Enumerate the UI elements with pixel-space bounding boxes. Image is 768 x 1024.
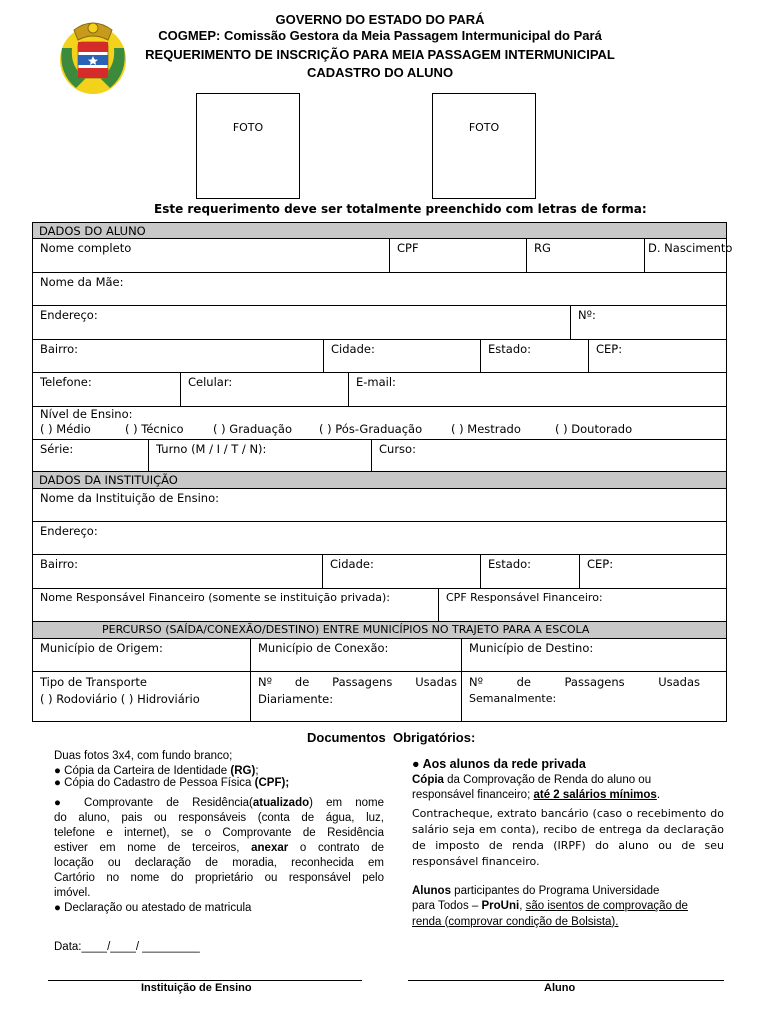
row-nome-completo bbox=[33, 239, 733, 273]
doc-line bbox=[412, 884, 724, 900]
field-cidade-instituicao[interactable] bbox=[322, 555, 480, 588]
field-tipo-transporte bbox=[33, 672, 250, 721]
row-municipios bbox=[33, 639, 726, 672]
doc-line: Contracheque, extrato bancário (caso o recebimento do bbox=[412, 806, 724, 820]
field-endereco-instituicao[interactable] bbox=[33, 522, 726, 555]
checkbox-transporte[interactable]: ( ) Rodoviário ( ) Hidroviário bbox=[40, 692, 200, 706]
doc-line: responsável financeiro. bbox=[412, 854, 540, 868]
instruction-text: Este requerimento deve ser totalmente preenchido com letras de forma: bbox=[154, 202, 647, 216]
header-requerimento: REQUERIMENTO DE INSCRIÇÃO PARA MEIA PASSAGEM INTERMUNICIPAL bbox=[145, 47, 615, 62]
field-cpf[interactable] bbox=[389, 239, 526, 272]
documents-title: Documentos Obrigatórios: bbox=[307, 730, 476, 745]
field-nome-mae[interactable] bbox=[33, 273, 726, 306]
documents-right-list bbox=[412, 757, 724, 930]
checkbox-graduacao[interactable]: ( ) Graduação bbox=[213, 422, 293, 436]
field-label: Município de Destino: bbox=[469, 641, 594, 655]
field-nome-instituicao[interactable] bbox=[33, 489, 726, 522]
field-label: Nº bbox=[258, 675, 273, 689]
signature-line-aluno[interactable] bbox=[408, 980, 724, 981]
doc-line: de imposto de renda (IRPF) do aluno ou de seu bbox=[412, 838, 724, 852]
doc-text-bold: até 2 salários mínimos bbox=[533, 789, 657, 801]
bullet-icon: ● bbox=[54, 902, 65, 914]
field-label: Cidade: bbox=[330, 557, 374, 571]
field-label: Bairro: bbox=[40, 557, 79, 571]
field-estado[interactable] bbox=[480, 340, 588, 372]
row-telefone bbox=[33, 373, 726, 407]
field-label: CPF bbox=[397, 241, 419, 255]
field-label: Estado: bbox=[488, 557, 532, 571]
doc-text: Declaração ou atestado de matricula bbox=[64, 902, 252, 914]
section-header-percurso bbox=[33, 622, 726, 639]
doc-line: Cartório no nome do proprietário ou responsável pelo bbox=[54, 872, 384, 884]
doc-matricula bbox=[54, 901, 384, 916]
row-endereco bbox=[33, 306, 726, 340]
field-cep[interactable] bbox=[588, 340, 726, 372]
doc-text: ) em nome bbox=[309, 797, 384, 809]
passagens-diarias-line bbox=[258, 675, 457, 689]
bullet-icon: ● bbox=[54, 777, 65, 789]
field-telefone[interactable] bbox=[33, 373, 180, 406]
signature-line-instituicao[interactable] bbox=[48, 980, 362, 981]
doc-residencia bbox=[54, 796, 384, 901]
doc-text: para Todos – bbox=[412, 900, 482, 912]
header-cogmep bbox=[120, 28, 640, 43]
header-cogmep-name: Comissão Gestora da Meia Passagem Intermunicipal do Pará bbox=[220, 28, 602, 43]
field-email[interactable] bbox=[348, 373, 726, 406]
field-celular[interactable] bbox=[180, 373, 348, 406]
doc-text: Cópia do Cadastro de Pessoa Física bbox=[64, 777, 255, 789]
field-label: Nome completo bbox=[40, 241, 132, 255]
photo-box-2[interactable] bbox=[432, 93, 536, 199]
field-label: Município de Origem: bbox=[40, 641, 163, 655]
field-label: Diariamente: bbox=[258, 692, 334, 706]
doc-text-bold: atualizado bbox=[252, 797, 310, 809]
passagens-semanais-line bbox=[469, 675, 700, 689]
row-serie bbox=[33, 440, 726, 472]
doc-line: salário seja em conta), recibo de entrega da declaração bbox=[412, 822, 724, 836]
doc-text: Comprovante de Residência( bbox=[84, 797, 253, 809]
doc-fotos: Duas fotos 3x4, com fundo branco; bbox=[54, 750, 233, 762]
checkbox-pos-graduacao[interactable]: ( ) Pós-Graduação bbox=[319, 422, 423, 436]
row-bairro bbox=[33, 340, 726, 373]
row-responsavel-financeiro bbox=[33, 589, 726, 622]
doc-text: Cópia da Carteira de Identidade bbox=[64, 765, 231, 777]
doc-line bbox=[54, 841, 384, 856]
checkbox-tecnico[interactable]: ( ) Técnico bbox=[125, 422, 184, 436]
doc-text: . bbox=[656, 789, 661, 801]
field-label: Tipo de Transporte bbox=[40, 675, 147, 689]
field-rg[interactable] bbox=[526, 239, 644, 272]
field-label: Usadas bbox=[658, 675, 700, 689]
doc-text-underlined: são isentos de comprovação de bbox=[525, 900, 688, 912]
field-label: de bbox=[294, 675, 310, 689]
field-label: Curso: bbox=[379, 442, 416, 456]
row-transporte bbox=[33, 672, 726, 721]
doc-text-bold: (RG) bbox=[230, 765, 256, 777]
doc-text: o contrato de bbox=[288, 842, 385, 854]
field-bairro-instituicao[interactable] bbox=[33, 555, 322, 588]
field-estado-instituicao[interactable] bbox=[480, 555, 579, 588]
field-label: Bairro: bbox=[40, 342, 79, 356]
field-label: Estado: bbox=[488, 342, 532, 356]
field-label: Endereço: bbox=[40, 308, 98, 322]
doc-text: ; bbox=[255, 765, 259, 777]
field-label: Nível de Ensino: bbox=[40, 407, 133, 421]
doc-line: imóvel. bbox=[54, 887, 91, 899]
field-label: Nome da Mãe: bbox=[40, 275, 124, 289]
doc-text-bold: (CPF); bbox=[254, 777, 290, 789]
registration-form bbox=[32, 222, 733, 722]
doc-line bbox=[412, 788, 724, 804]
field-label: E-mail: bbox=[356, 375, 396, 389]
doc-text-bold: Cópia bbox=[412, 773, 444, 786]
field-passagens-diarias[interactable] bbox=[250, 672, 461, 721]
checkbox-mestrado[interactable]: ( ) Mestrado bbox=[451, 422, 521, 436]
field-responsavel-financeiro[interactable] bbox=[33, 589, 438, 621]
field-municipio-conexao[interactable] bbox=[250, 639, 461, 671]
doc-text-bold: anexar bbox=[251, 842, 289, 854]
field-bairro[interactable] bbox=[33, 340, 323, 372]
signature-label-instituicao: Instituição de Ensino bbox=[141, 982, 252, 994]
field-data-nascimento[interactable] bbox=[644, 239, 733, 272]
doc-line: do aluno, pais ou responsáveis (conta de água, luz, bbox=[54, 812, 384, 824]
section-title: DADOS DA INSTITUIÇÃO bbox=[39, 473, 178, 487]
prouni-note bbox=[412, 884, 724, 931]
date-field[interactable]: Data:____/____/ _________ bbox=[54, 941, 200, 953]
page-title: CADASTRO DO ALUNO bbox=[306, 65, 454, 80]
field-endereco[interactable] bbox=[33, 306, 570, 339]
field-numero[interactable] bbox=[570, 306, 726, 339]
doc-text: participantes do Programa Universidade bbox=[450, 884, 660, 897]
field-label: Semanalmente: bbox=[469, 692, 557, 705]
field-label: Passagens bbox=[332, 675, 393, 689]
field-label: Celular: bbox=[188, 375, 233, 389]
checkbox-medio[interactable]: ( ) Médio bbox=[40, 422, 91, 436]
field-label: D. Nascimento bbox=[648, 241, 733, 255]
field-label: Turno (M / I / T / N): bbox=[156, 442, 267, 456]
field-passagens-semanais[interactable] bbox=[461, 672, 726, 721]
coat-of-arms-icon bbox=[56, 18, 130, 96]
field-serie[interactable] bbox=[33, 440, 148, 471]
field-curso[interactable] bbox=[371, 440, 726, 471]
private-title-text: Aos alunos da rede privada bbox=[422, 757, 586, 771]
doc-text: , bbox=[519, 900, 526, 912]
section-title: DADOS DO ALUNO bbox=[39, 224, 146, 238]
checkbox-doutorado[interactable]: ( ) Doutorado bbox=[555, 422, 633, 436]
field-label: de bbox=[516, 675, 531, 689]
field-label: Cidade: bbox=[331, 342, 375, 356]
bullet-icon: ● bbox=[54, 797, 85, 809]
field-label: Passagens bbox=[564, 675, 625, 689]
field-label: Usadas bbox=[415, 675, 457, 689]
field-label: Telefone: bbox=[40, 375, 92, 389]
doc-line bbox=[412, 899, 724, 915]
field-label: Nome Responsável Financeiro (somente se instituição privada): bbox=[40, 591, 391, 604]
doc-line: locação ou declaração de moradia, reconhecida em bbox=[54, 857, 384, 869]
field-cep-instituicao[interactable] bbox=[579, 555, 726, 588]
bullet-icon: ● bbox=[412, 757, 423, 771]
section-title: PERCURSO (SAÍDA/CONEXÃO/DESTINO) ENTRE MUNICÍPIOS NO TRAJETO PARA A ESCOLA bbox=[102, 623, 590, 636]
photo-label: FOTO bbox=[232, 121, 264, 134]
field-municipio-destino[interactable] bbox=[461, 639, 726, 671]
field-turno[interactable] bbox=[148, 440, 371, 471]
doc-line bbox=[412, 773, 724, 789]
photo-label: FOTO bbox=[468, 121, 500, 134]
documents-left-list bbox=[54, 749, 384, 916]
field-label: Nº: bbox=[578, 308, 596, 322]
field-municipio-origem[interactable] bbox=[33, 639, 250, 671]
field-cidade[interactable] bbox=[323, 340, 480, 372]
private-students-title bbox=[412, 757, 724, 773]
field-label: Série: bbox=[40, 442, 74, 456]
doc-line bbox=[54, 796, 384, 811]
renda-details bbox=[412, 806, 724, 870]
field-label: Nº bbox=[469, 675, 484, 689]
field-label: CPF Responsável Financeiro: bbox=[446, 591, 603, 604]
doc-text: estiver em nome de terceiros, bbox=[54, 842, 252, 854]
field-label: CEP: bbox=[596, 342, 623, 356]
header-cogmep-acronym: COGMEP: bbox=[158, 28, 221, 43]
field-nome-completo[interactable] bbox=[33, 239, 389, 272]
doc-cpf bbox=[54, 776, 384, 791]
row-nivel-ensino bbox=[33, 407, 726, 440]
signature-label-aluno: Aluno bbox=[544, 982, 576, 994]
section-header-instituicao bbox=[33, 472, 726, 489]
field-label: CEP: bbox=[587, 557, 614, 571]
row-bairro-instituicao bbox=[33, 555, 726, 589]
photo-box-1[interactable] bbox=[196, 93, 300, 199]
field-label: Nome da Instituição de Ensino: bbox=[40, 491, 219, 505]
field-label: RG bbox=[534, 241, 551, 255]
doc-text: responsável financeiro; bbox=[412, 789, 534, 801]
bullet-icon: ● bbox=[54, 765, 65, 777]
doc-line: renda (comprovar condição de Bolsista). bbox=[412, 915, 619, 928]
doc-text-bold: Alunos bbox=[412, 884, 451, 897]
field-label: Município de Conexão: bbox=[258, 641, 389, 655]
section-header-aluno bbox=[33, 223, 726, 239]
doc-line: telefone e internet), se o Comprovante de Residência bbox=[54, 827, 384, 839]
field-cpf-responsavel[interactable] bbox=[438, 589, 726, 621]
header-government: GOVERNO DO ESTADO DO PARÁ bbox=[275, 12, 485, 27]
field-label: Endereço: bbox=[40, 524, 98, 538]
doc-text: da Comprovação de Renda do aluno ou bbox=[443, 773, 652, 786]
doc-text-bold: ProUni bbox=[481, 900, 520, 912]
